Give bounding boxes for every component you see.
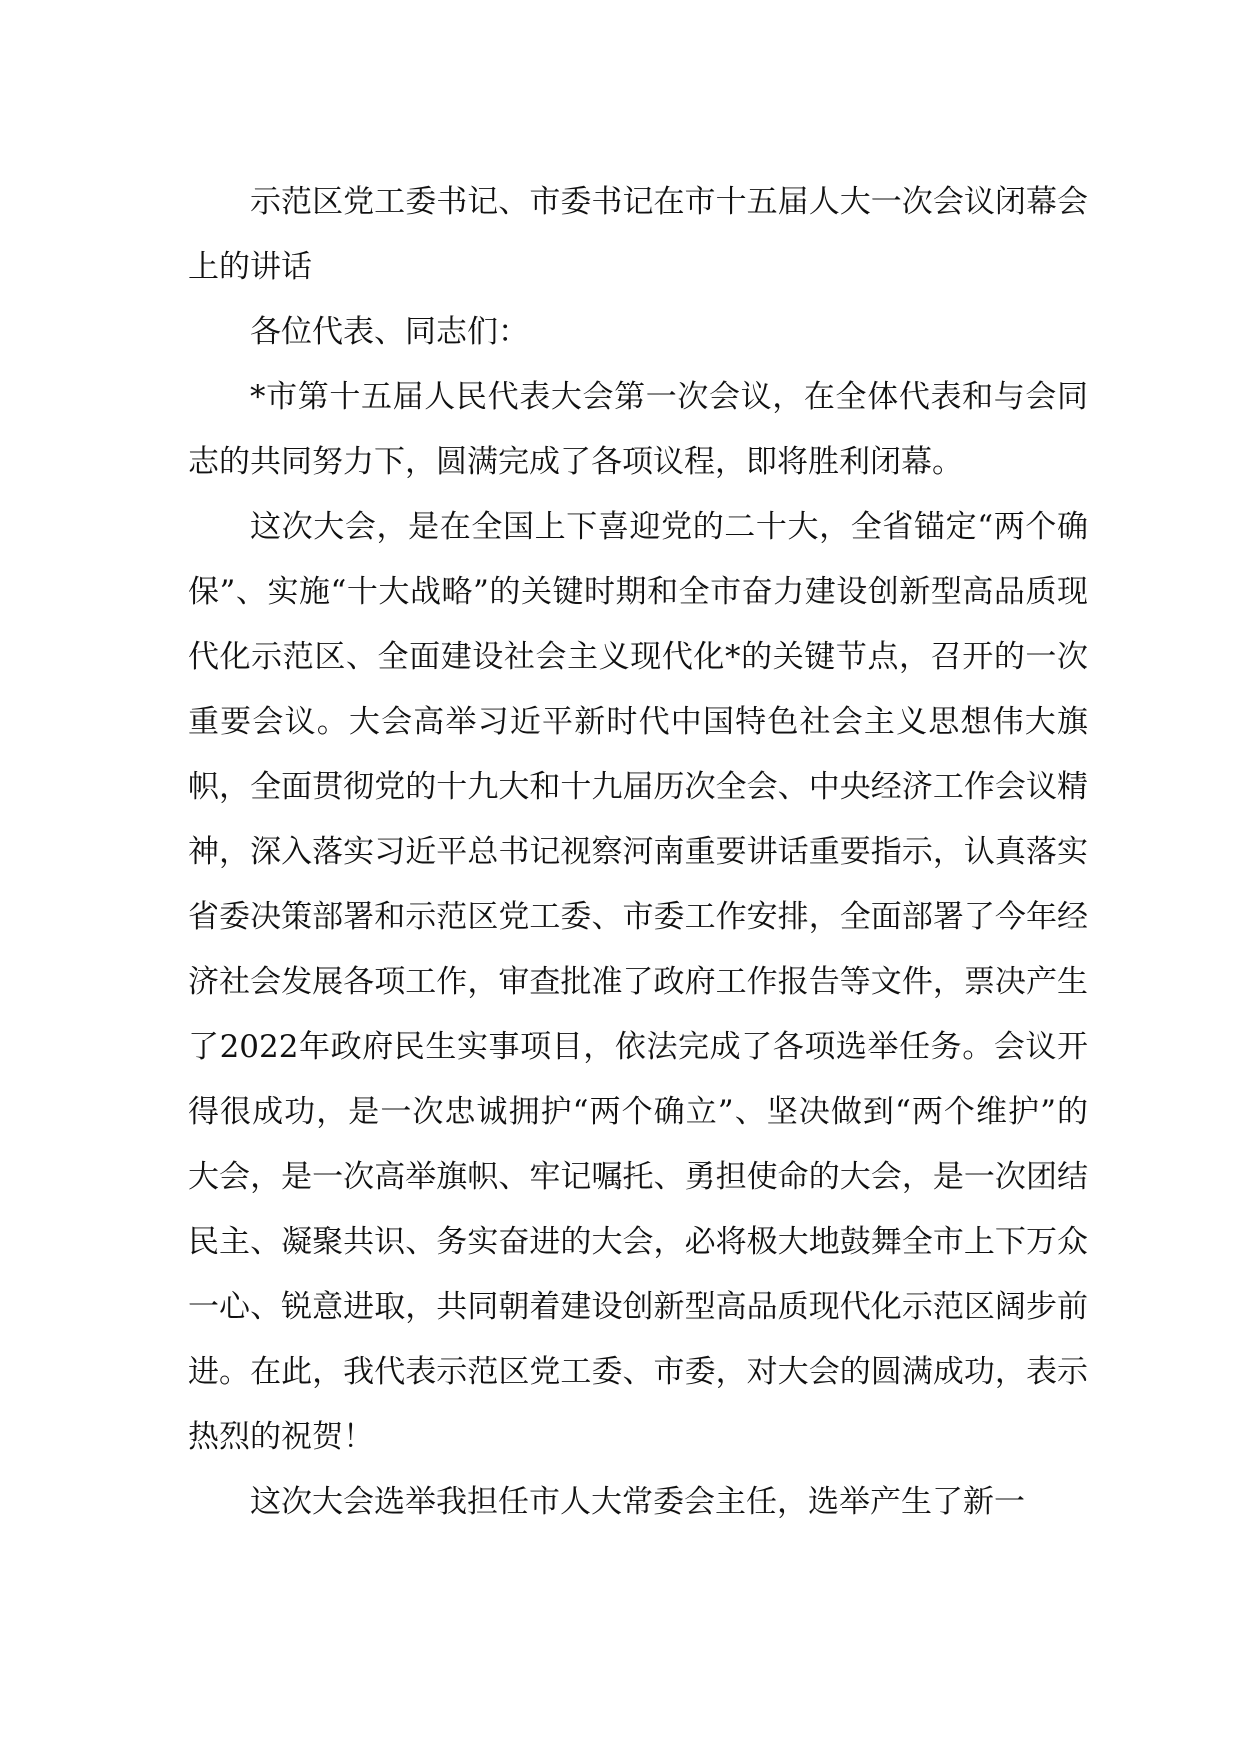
document-body [188, 170, 1088, 1535]
paragraph-3: 这次大会选举我担任市人大常委会主任，选举产生了新一 [250, 1484, 1025, 1520]
paragraph-2: 这次大会，是在全国上下喜迎党的二十大，全省锚定“两个确保”、实施“十大战略”的关键时期和全市奋力建设创新型高品质现代化示范区、全面建设社会主义现代化*的关键节点，召开的一次重要会议。大会高举习近平新时代中国特色社会主义思想伟大旗帜，全面贯彻党的十九大和十九届历次全会、中央经济工作会议精神，深入落实习近平总书记视察河南重要讲话重要指示，认真落实省委决策部署和示范区党工委、市委工作安排，全面部署了今年经济社会发展各项工作，审查批准了政府工作报告等文件，票决产生了2022年政府民生实事项目，依法完成了各项选举任务。会议开得很成功，是一次忠诚拥护“两个确立”、坚决做到“两个维护”的大会，是一次高举旗帜、牢记嘱托、勇担使命的大会，是一次团结民主、凝聚共识、务实奋进的大会，必将极大地鼓舞全市上下万众一心、锐意进取，共同朝着建设创新型高品质现代化示范区阔步前进。在此，我代表示范区党工委、市委，对大会的圆满成功，表示热烈的祝贺！ [188, 509, 1088, 1455]
document-title: 示范区党工委书记、市委书记在市十五届人大一次会议闭幕会上的讲话 [188, 184, 1088, 285]
salutation: 各位代表、同志们： [250, 314, 529, 350]
paragraph-1: *市第十五届人民代表大会第一次会议，在全体代表和与会同志的共同努力下，圆满完成了各项议程，即将胜利闭幕。 [188, 379, 1088, 480]
